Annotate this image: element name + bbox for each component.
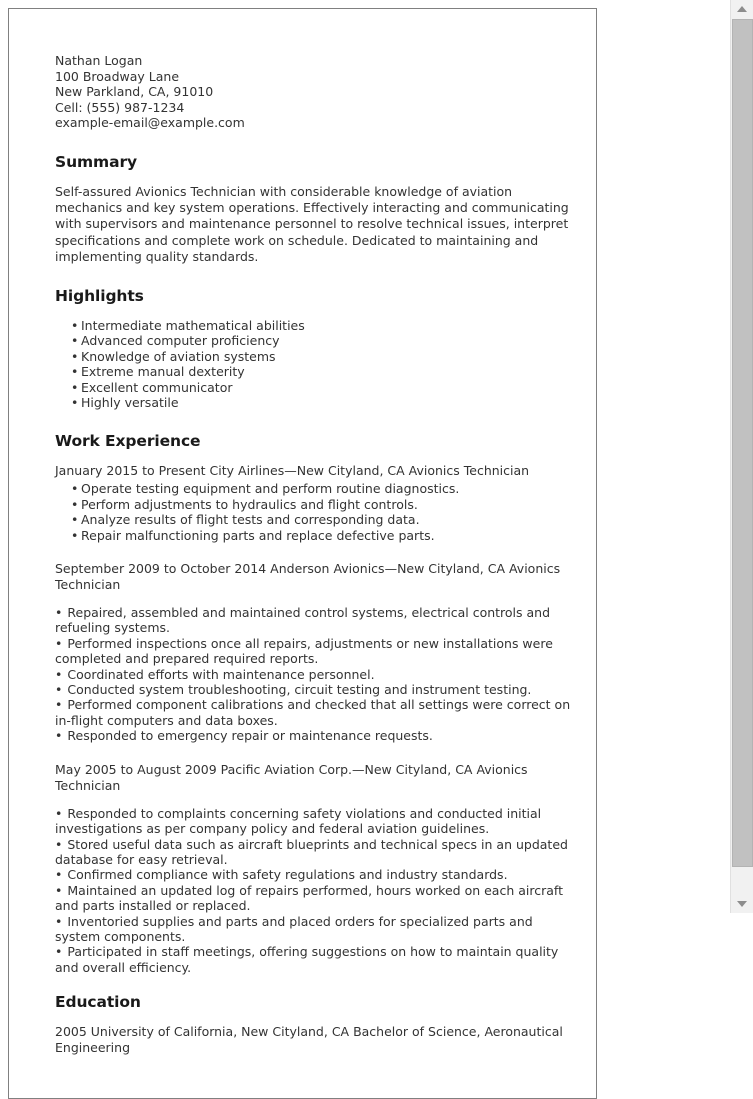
summary-text: Self-assured Avionics Technician with considerable knowledge of aviation mechanics and key system operations. Effectively interacting and communicating with supervisors and maintenance personnel to resolve technical issues, interpret specifications and complete work on schedule. Dedicated to maintaining and implementing quality standards. bbox=[55, 183, 569, 264]
resume-content bbox=[9, 9, 596, 1098]
job-heading: January 2015 to Present City Airlines—New Cityland, CA Avionics Technician bbox=[55, 463, 530, 479]
bullet-dot-icon: • bbox=[55, 666, 63, 682]
bullet-dot-icon: • bbox=[55, 697, 63, 713]
job-bullet bbox=[55, 806, 574, 837]
job-bullet bbox=[55, 944, 574, 975]
scrollbar-thumb[interactable] bbox=[732, 19, 753, 867]
job-bullet-text: Inventoried supplies and parts and placed orders for specialized parts and system components. bbox=[55, 913, 533, 944]
job-heading: May 2005 to August 2009 Pacific Aviation Corp.—New Cityland, CA Avionics Technician bbox=[55, 761, 528, 793]
scroll-down-button[interactable] bbox=[731, 895, 753, 913]
scroll-down-arrow-icon bbox=[737, 901, 747, 907]
contact-phone: Cell: (555) 987-1234 bbox=[55, 99, 185, 115]
job-entry bbox=[55, 762, 574, 975]
bullet-dot-icon: • bbox=[55, 836, 63, 852]
section-work-experience bbox=[55, 432, 574, 975]
contact-block bbox=[55, 53, 574, 131]
job-bullet-text: Coordinated efforts with maintenance personnel. bbox=[67, 666, 375, 682]
education-entry: 2005 University of California, New Cityland, CA Bachelor of Science, Aeronautical Engineering bbox=[55, 1024, 563, 1056]
contact-name: Nathan Logan bbox=[55, 53, 143, 68]
section-education bbox=[55, 993, 574, 1056]
job-bullet: • Repair malfunctioning parts and replace defective parts. bbox=[71, 528, 574, 543]
summary-heading: Summary bbox=[55, 152, 138, 171]
highlight-item: • Extreme manual dexterity bbox=[71, 364, 574, 379]
job-entry bbox=[55, 561, 574, 744]
bullet-dot-icon: • bbox=[55, 635, 63, 651]
job-bullet bbox=[55, 697, 574, 728]
job-bullet bbox=[55, 837, 574, 868]
job-bullet bbox=[55, 883, 574, 914]
job-bullet-text: Responded to complaints concerning safety violations and conducted initial investigations as per company policy and federal aviation guidelines. bbox=[55, 805, 542, 837]
scroll-up-button[interactable] bbox=[731, 0, 753, 18]
bullet-dot-icon: • bbox=[55, 682, 63, 698]
education-heading: Education bbox=[55, 993, 141, 1012]
bullet-dot-icon: • bbox=[55, 605, 63, 621]
job-bullet-text: Performed inspections once all repairs, adjustments or new installations were completed and prepared required reports. bbox=[55, 635, 553, 667]
vertical-scrollbar[interactable] bbox=[730, 0, 753, 913]
highlight-item: • Highly versatile bbox=[71, 395, 574, 410]
highlight-item: • Knowledge of aviation systems bbox=[71, 349, 574, 364]
job-bullet bbox=[55, 636, 574, 667]
job-bullet bbox=[55, 667, 574, 682]
job-bullet-text: Responded to emergency repair or maintenance requests. bbox=[67, 728, 433, 744]
job-bullet: • Operate testing equipment and perform routine diagnostics. bbox=[71, 481, 574, 496]
highlight-item: • Intermediate mathematical abilities bbox=[71, 318, 574, 333]
job-bullet bbox=[55, 682, 574, 697]
job-heading: September 2009 to October 2014 Anderson Avionics—New Cityland, CA Avionics Technician bbox=[55, 561, 561, 593]
bullet-dot-icon: • bbox=[55, 867, 63, 883]
resume-page bbox=[8, 8, 597, 1099]
job-bullet-list bbox=[55, 481, 574, 543]
contact-street: 100 Broadway Lane bbox=[55, 68, 180, 84]
education-list bbox=[55, 1024, 574, 1056]
job-bullet-text: Repaired, assembled and maintained control systems, electrical controls and refueling systems. bbox=[55, 605, 551, 636]
contact-email: example-email@example.com bbox=[55, 115, 245, 131]
job-bullet bbox=[55, 728, 574, 743]
scroll-up-arrow-icon bbox=[737, 6, 747, 12]
job-bullet-text: Conducted system troubleshooting, circuit testing and instrument testing. bbox=[67, 682, 532, 698]
highlights-list bbox=[55, 318, 574, 410]
job-bullet-text: Participated in staff meetings, offering suggestions on how to maintain quality and overall efficiency. bbox=[55, 944, 559, 975]
bullet-dot-icon: • bbox=[55, 913, 63, 929]
job-bullet-text: Maintained an updated log of repairs performed, hours worked on each aircraft and parts installed or replaced. bbox=[55, 882, 563, 914]
job-bullet bbox=[55, 914, 574, 945]
jobs-container bbox=[55, 463, 574, 975]
highlights-heading: Highlights bbox=[55, 286, 144, 305]
bullet-dot-icon: • bbox=[55, 944, 63, 960]
job-bullet: • Analyze results of flight tests and corresponding data. bbox=[71, 512, 574, 527]
section-summary bbox=[55, 153, 574, 265]
highlight-item: • Excellent communicator bbox=[71, 380, 574, 395]
job-bullet-text: Confirmed compliance with safety regulations and industry standards. bbox=[67, 867, 508, 883]
job-bullet-text: Stored useful data such as aircraft blueprints and technical specs in an updated database for easy retrieval. bbox=[55, 836, 568, 867]
job-bullet-text: Performed component calibrations and checked that all settings were correct on in-flight computers and data boxes. bbox=[55, 697, 571, 728]
contact-city-state-zip: New Parkland, CA, 91010 bbox=[55, 84, 214, 100]
work-experience-heading: Work Experience bbox=[55, 432, 201, 451]
bullet-dot-icon: • bbox=[55, 728, 63, 744]
job-bullet bbox=[55, 867, 574, 882]
highlight-item: • Advanced computer proficiency bbox=[71, 333, 574, 348]
job-entry bbox=[55, 463, 574, 543]
bullet-dot-icon: • bbox=[55, 882, 63, 898]
job-bullet bbox=[55, 605, 574, 636]
section-highlights bbox=[55, 287, 574, 410]
job-bullet: • Perform adjustments to hydraulics and flight controls. bbox=[71, 497, 574, 512]
bullet-dot-icon: • bbox=[55, 805, 63, 821]
